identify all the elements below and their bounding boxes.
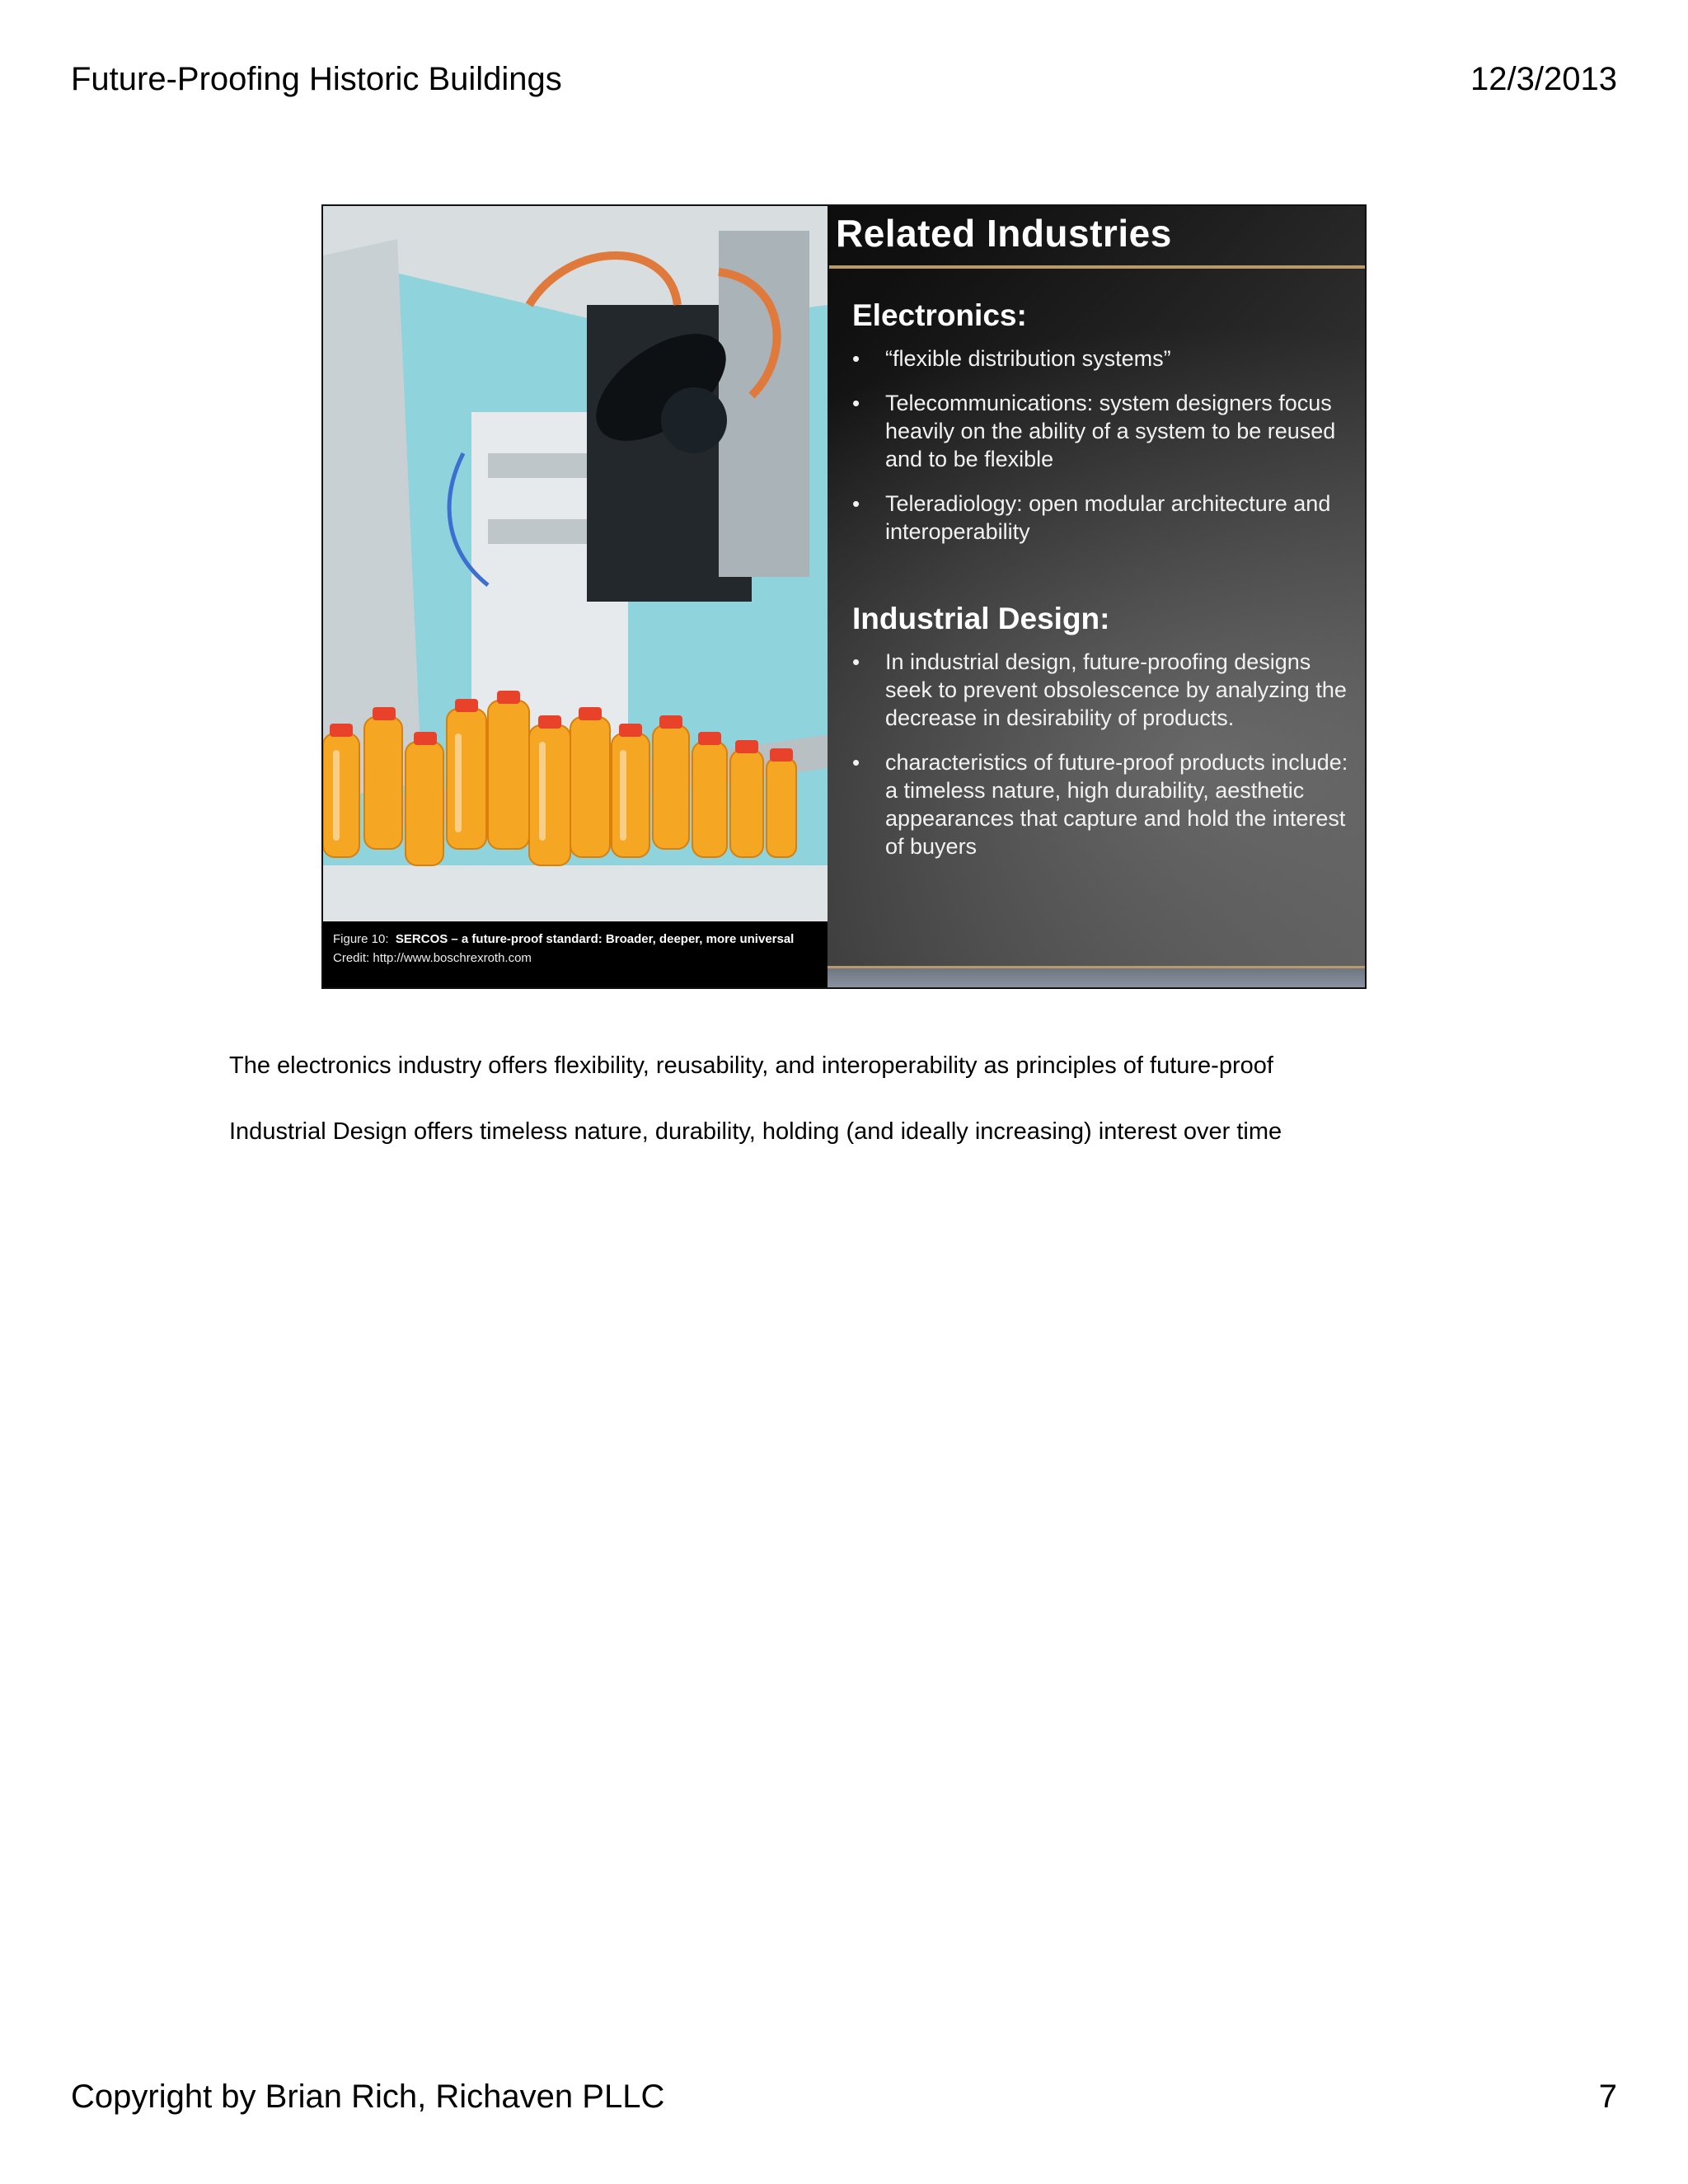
- bottling-machine-photo: [323, 206, 828, 921]
- bullet-item: • Teleradiology: open modular architecture and interoperability: [852, 490, 1355, 546]
- slide-bottom-strip: [828, 966, 1367, 987]
- figure-caption: [323, 921, 828, 989]
- slide-body: [852, 298, 1355, 877]
- bullet-item: • “flexible distribution systems”: [852, 344, 1355, 373]
- bullet-item: • Telecommunications: system designers focus heavily on the ability of a system to be reused and to be flexible: [852, 389, 1355, 473]
- document-date: 12/3/2013: [1470, 61, 1617, 97]
- section-heading-electronics: Electronics:: [852, 298, 1027, 332]
- figure-label: Figure 10:: [333, 932, 389, 946]
- document-title: Future-Proofing Historic Buildings: [71, 61, 562, 97]
- bottling-machine-illustration: [323, 206, 828, 921]
- footer-copyright: Copyright by Brian Rich, Richaven PLLC: [71, 2079, 665, 2115]
- electronics-bullet-list: [852, 344, 1355, 546]
- industrial-design-bullet-list: [852, 648, 1355, 860]
- title-divider: [829, 265, 1367, 269]
- bullet-item: • characteristics of future-proof products include: a timeless nature, high durability, aesthetic appearances that capture and hold the interest of buyers: [852, 748, 1355, 860]
- slide-image: [321, 204, 1367, 989]
- page-number: 7: [1598, 2079, 1617, 2115]
- figure-credit: Credit: http://www.boschrexroth.com: [333, 951, 532, 966]
- speaker-note: The electronics industry offers flexibility, reusability, and interoperability as principles of future-proof: [229, 1052, 1273, 1079]
- bullet-item: • In industrial design, future-proofing designs seek to prevent obsolescence by analyzing the decrease in desirability of products.: [852, 648, 1355, 732]
- figure-description: SERCOS – a future-proof standard: Broader, deeper, more universal: [395, 932, 795, 946]
- speaker-note: Industrial Design offers timeless nature, durability, holding (and ideally increasing) interest over time: [229, 1118, 1282, 1145]
- slide-title: Related Industries: [836, 212, 1172, 255]
- section-heading-industrial-design: Industrial Design:: [852, 602, 1110, 635]
